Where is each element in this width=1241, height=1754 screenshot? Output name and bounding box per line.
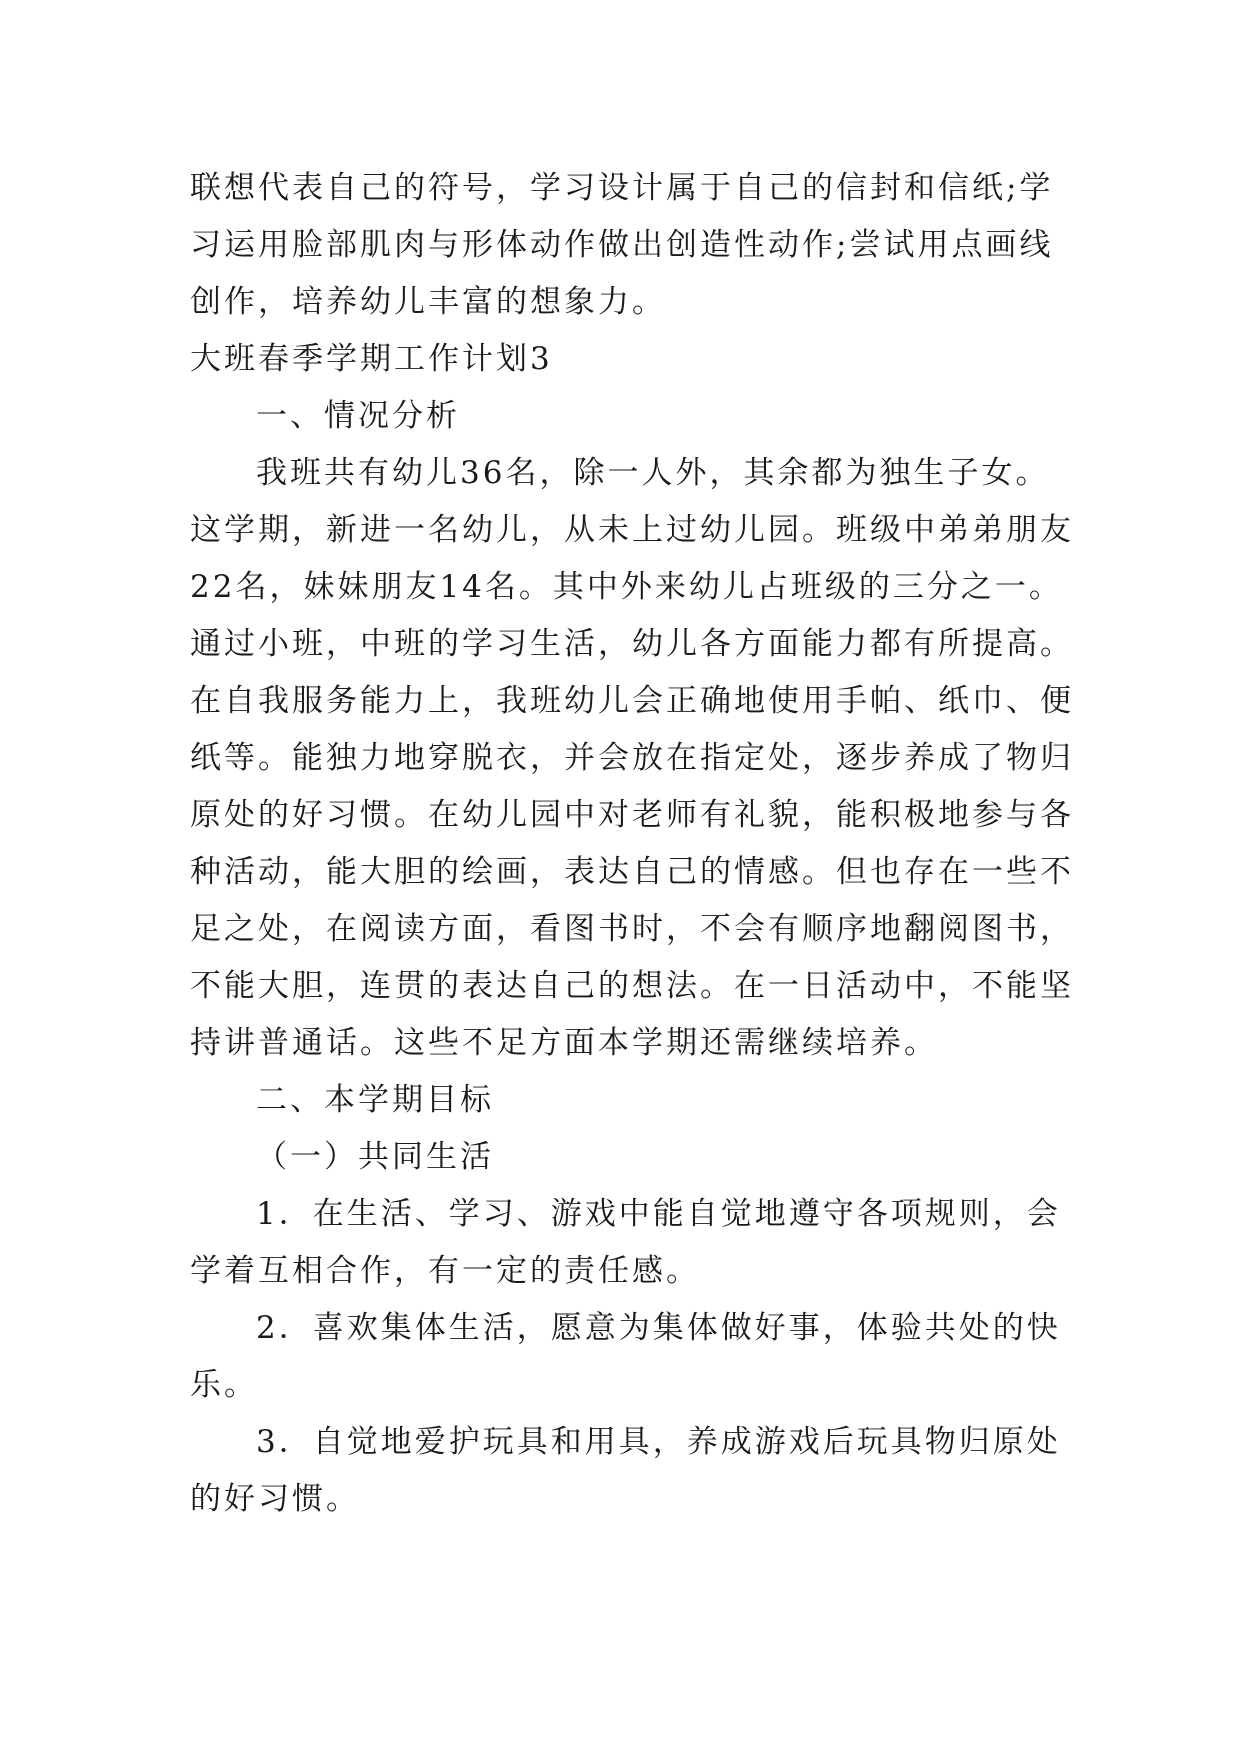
text-line: 创作，培养幼儿丰富的想象力。 <box>190 284 666 320</box>
text-line: 种活动，能大胆的绘画，表达自己的情感。但也存在一些不 <box>190 854 1074 890</box>
text-line: 纸等。能独力地穿脱衣，并会放在指定处，逐步养成了物归 <box>190 740 1074 776</box>
text-line: 不能大胆，连贯的表达自己的想法。在一日活动中，不能坚 <box>190 968 1074 1004</box>
text-line: 的好习惯。 <box>190 1481 360 1517</box>
text-line: （一）共同生活 <box>256 1139 494 1175</box>
text-line: 2．喜欢集体生活，愿意为集体做好事，体验共处的快 <box>256 1310 1061 1346</box>
text-line: 持讲普通话。这些不足方面本学期还需继续培养。 <box>190 1025 938 1061</box>
text-line: 联想代表自己的符号，学习设计属于自己的信封和信纸;学 <box>190 170 1054 206</box>
text-line: 习运用脸部肌肉与形体动作做出创造性动作;尝试用点画线 <box>190 227 1054 263</box>
text-line: 乐。 <box>190 1367 258 1403</box>
text-line: 学着互相合作，有一定的责任感。 <box>190 1253 700 1289</box>
text-line: 这学期，新进一名幼儿，从未上过幼儿园。班级中弟弟朋友 <box>190 512 1074 548</box>
text-line: 我班共有幼儿36名，除一人外，其余都为独生子女。 <box>256 455 1050 491</box>
document-body <box>190 160 1074 1528</box>
text-line: 原处的好习惯。在幼儿园中对老师有礼貌，能积极地参与各 <box>190 797 1074 833</box>
text-line: 通过小班，中班的学习生活，幼儿各方面能力都有所提高。 <box>190 626 1074 662</box>
text-line: 足之处，在阅读方面，看图书时，不会有顺序地翻阅图书， <box>190 911 1074 947</box>
text-line: 在自我服务能力上，我班幼儿会正确地使用手帕、纸巾、便 <box>190 683 1074 719</box>
text-line: 22名，妹妹朋友14名。其中外来幼儿占班级的三分之一。 <box>190 569 1063 605</box>
text-line: 3．自觉地爱护玩具和用具，养成游戏后玩具物归原处 <box>256 1424 1061 1460</box>
text-line: 大班春季学期工作计划3 <box>190 341 553 377</box>
text-line: 1．在生活、学习、游戏中能自觉地遵守各项规则，会 <box>256 1196 1061 1232</box>
text-line: 二、本学期目标 <box>256 1082 494 1118</box>
text-line: 一、情况分析 <box>256 398 460 434</box>
